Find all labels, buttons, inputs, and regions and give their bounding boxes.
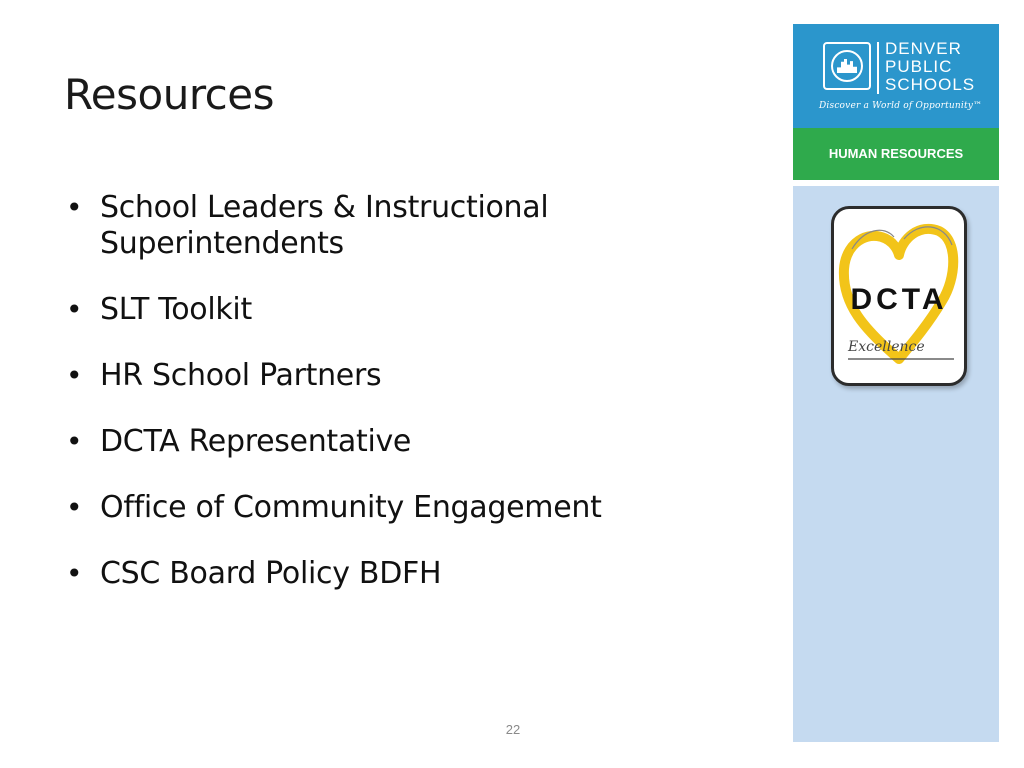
bullet-text: School Leaders & Instructional Superintendents [100,190,549,261]
bullet-text: Office of Community Engagement [100,490,602,525]
department-label: HUMAN RESOURCES [793,128,999,180]
logo-line: DENVER [885,39,962,58]
bullet-item [64,190,764,262]
slide-title: Resources [64,70,274,119]
bullet-text: CSC Board Policy BDFH [100,556,442,591]
logo-line: PUBLIC [885,57,953,76]
bullet-dot-icon: • [66,293,83,326]
dps-tagline: Discover a World of Opportunity™ [819,101,983,111]
bullet-text: HR School Partners [100,358,382,393]
dcta-logo-badge [831,206,967,386]
bullet-dot-icon: • [66,359,83,392]
logo-divider [877,42,879,94]
bullet-dot-icon: • [66,191,83,224]
bullet-dot-icon: • [66,491,83,524]
dcta-letters: DCTA [850,283,948,316]
page-number: 22 [505,722,521,737]
bullet-item [64,292,764,328]
bullet-item [64,424,764,460]
logo-line: SCHOOLS [885,75,976,94]
dps-logo-text [885,40,975,94]
bullet-item [64,490,764,526]
dps-skyline-icon [823,42,871,90]
band-gap [793,180,999,186]
dcta-script-text: Excellence [848,339,925,355]
dps-logo-banner [793,24,999,128]
bullet-list [64,190,764,622]
bullet-dot-icon: • [66,557,83,590]
bullet-item [64,358,764,394]
bullet-dot-icon: • [66,425,83,458]
bullet-text: SLT Toolkit [100,292,252,327]
bullet-item [64,556,764,592]
bullet-text: DCTA Representative [100,424,412,459]
sidebar [793,24,999,742]
